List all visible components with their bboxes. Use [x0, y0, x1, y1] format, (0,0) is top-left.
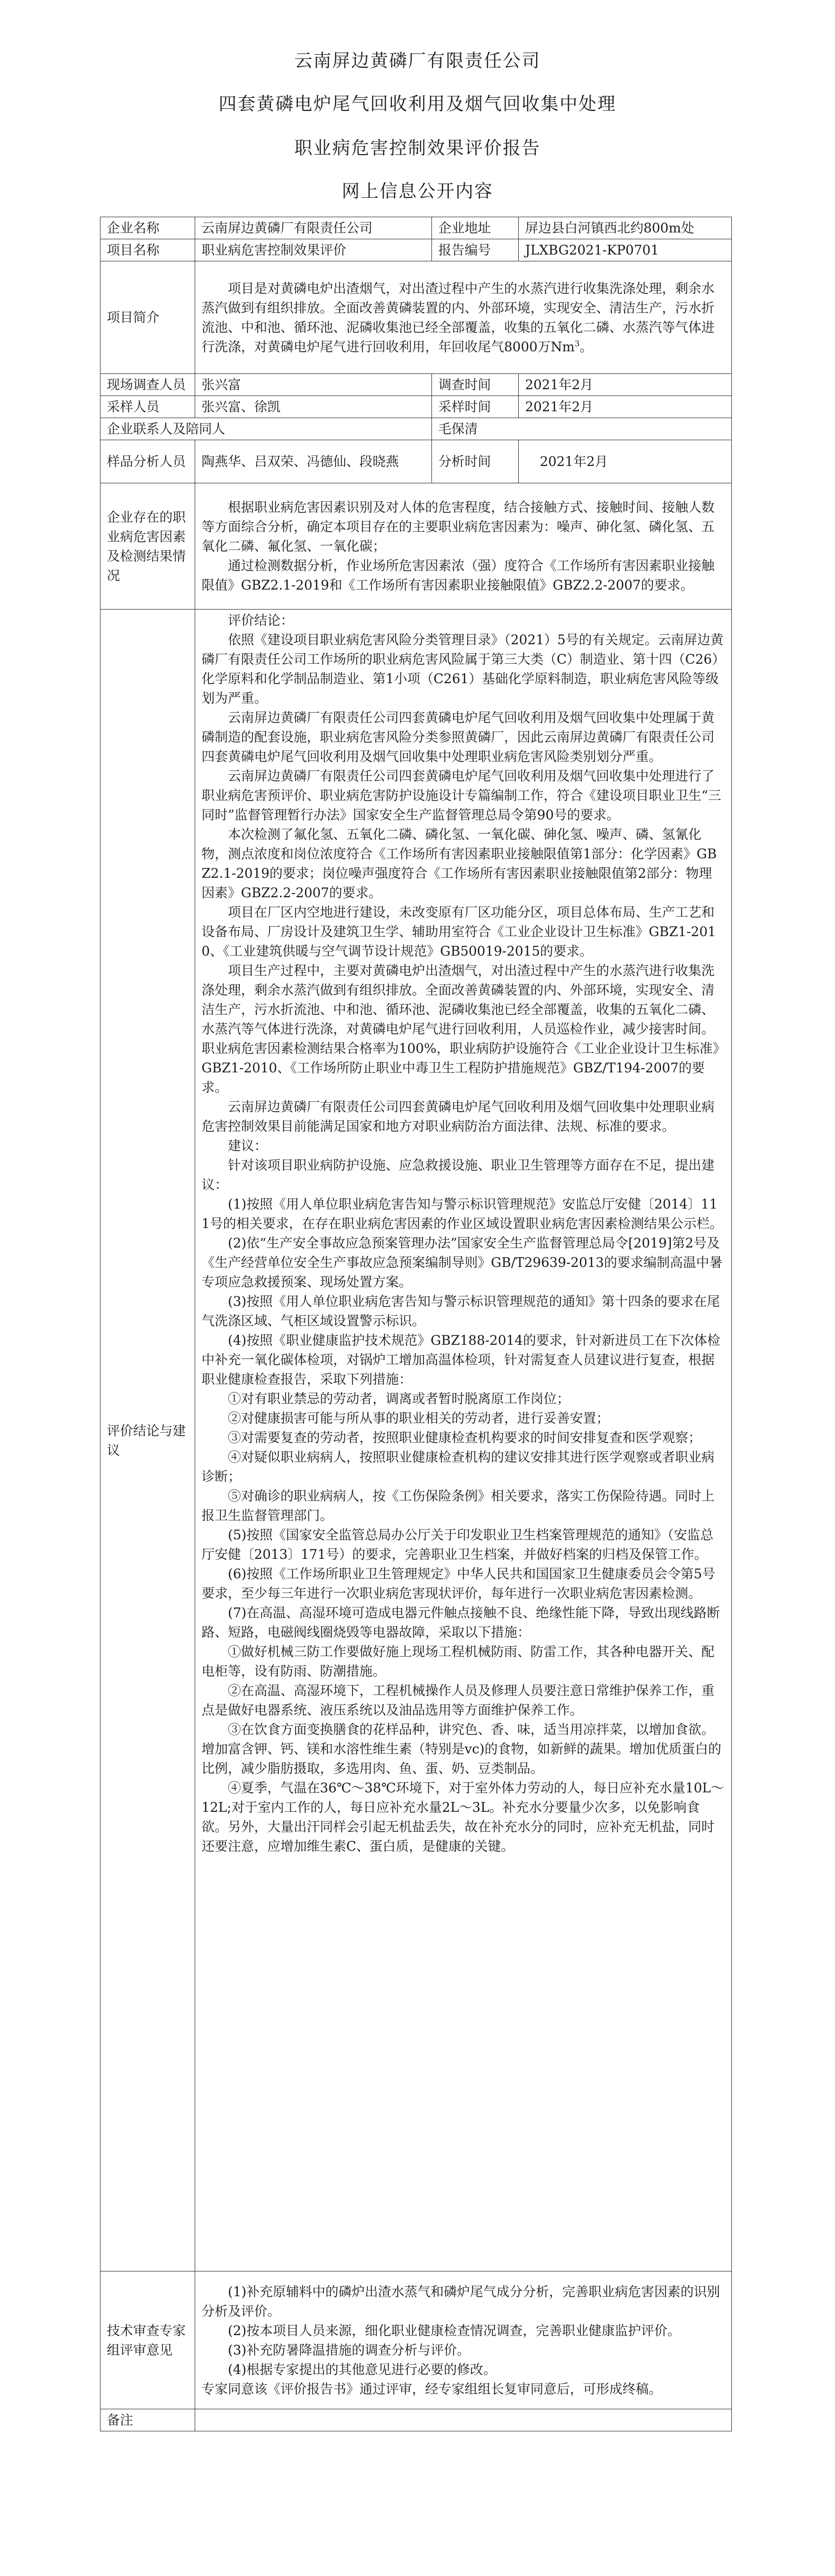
table-row [100, 2409, 732, 2431]
suggest-item: (4)按照《职业健康监护技术规范》GBZ188-2014的要求，针对新进员工在下次体检中补充一氧化碳体检项，对锅炉工增加高温体检项，针对需复查人员建议进行复查，根据职业健康检查报告，采取下列措施： [202, 1333, 720, 1387]
address-label: 企业地址 [432, 217, 519, 239]
review-cell [195, 2271, 732, 2409]
intro-text: 项目是对黄磷电炉出渣烟气，对出渣过程中产生的水蒸汽进行收集洗涤处理，剩余水蒸汽做到有组织排放。全面改善黄磷装置的内、外部环境，实现安全、清洁生产，污水折流池、中和池、循环池、泥磷收集池已经全部覆盖，收集的五氧化二磷、水蒸汽等气体进行洗涤，对黄磷电炉尾气进行回收利用，年回收尾气8000万Nm$^3$。 [202, 280, 715, 354]
suggest-subitem: ④夏季，气温在36℃～38℃环境下，对于室外体力劳动的人，每日应补充水量10L～12L;对于室内工作的人，每日应补充水量2L～3L。补充水分要量少次多，以免影响食欲。另外，大量出汗同样会引起无机盐丢失，故在补充水分的同时，应补充无机盐，同时还要注意，应增加维生素C、蛋白质，是健康的关键。 [202, 1780, 724, 1854]
eval-heading: 评价结论： [228, 613, 294, 628]
review-item: (2)按本项目人员来源，细化职业健康检查情况调查，完善职业健康监护评价。 [228, 2323, 681, 2338]
survey-person-label: 现场调查人员 [100, 374, 195, 396]
eval-paragraph: 本次检测了氟化氢、五氧化二磷、磷化氢、一氧化碳、砷化氢、噪声、磷、氢氰化物，测点浓度和岗位浓度符合《工作场所有害因素职业接触限值第1部分：化学因素》GBZ2.1-2019的要求；岗位噪声强度符合《工作场所有害因素职业接触限值第2部分：物理因素》GBZ2.2-2007的要求。 [202, 827, 717, 900]
eval-paragraph: 云南屏边黄磷厂有限责任公司四套黄磷电炉尾气回收利用及烟气回收集中处理职业病危害控制效果目前能满足国家和地方对职业病防治方面法律、法规、标准的要求。 [202, 1099, 715, 1134]
report-title: 职业病危害控制效果评价报告 [294, 138, 541, 159]
suggest-subitem: ②在高温、高湿环境下，工程机械操作人员及修理人员要注意日常维护保养工作，重点是做好电器系统、液压系统以及油品选用等方面维护保养工作。 [202, 1683, 715, 1718]
sample-time-value: 2021年2月 [519, 396, 732, 418]
report-no-label: 报告编号 [432, 239, 519, 261]
hazard-paragraph: 通过检测数据分析，作业场所危害因素浓（强）度符合《工作场所有害因素职业接触限值》GBZ2.1-2019和《工作场所有害因素职业接触限值》GBZ2.2-2007的要求。 [202, 558, 715, 593]
survey-time-label: 调查时间 [432, 374, 519, 396]
suggest-subitem: ③在饮食方面变换膳食的花样品种，讲究色、香、味，适当用凉拌菜，以增加食欲。增加富含钾、钙、镁和水溶性维生素（特别是vc)的食物，如新鲜的蔬果。增加优质蛋白的比例，减少脂肪摄取，多选用肉、鱼、蛋、奶、豆类制品。 [202, 1722, 721, 1776]
review-conclusion: 专家同意该《评价报告书》通过评审，经专家组组长复审同意后，可形成终稿。 [202, 2381, 662, 2397]
disclosure-title: 网上信息公开内容 [341, 181, 494, 202]
analyst-value: 陶燕华、吕双荣、冯德仙、段晓燕 [195, 440, 432, 483]
table-row [100, 610, 732, 2271]
suggest-subitem: ①对有职业禁忌的劳动者，调离或者暂时脱离原工作岗位； [228, 1391, 570, 1406]
remark-value [195, 2409, 732, 2431]
eval-label: 评价结论与建议 [100, 610, 195, 2271]
eval-paragraph: 项目生产过程中，主要对黄磷电炉出渣烟气，对出渣过程中产生的水蒸汽进行收集洗涤处理，剩余水蒸汽做到有组织排放。全面改善黄磷装置的内、外部环境，实现安全、清洁生产，污水折流池、中和池、循环池、泥磷收集池已经全部覆盖，收集的五氧化二磷、水蒸汽等气体进行洗涤，对黄磷电炉尾气进行回收利用，人员巡检作业，减少接害时间。职业病危害因素检测结果合格率为100%，职业病防护设施符合《工业企业设计卫生标准》GBZ1-2010、《工作场所防止职业中毒卫生工程防护措施规范》GBZ/T194-2007的要求。 [202, 963, 719, 1095]
suggest-item: (3)按照《用人单位职业病危害告知与警示标识管理规范的通知》第十四条的要求在尾气洗涤区域、气柜区域设置警示标识。 [202, 1294, 720, 1328]
suggest-subitem: ⑤对确诊的职业病病人，按《工伤保险条例》相关要求，落实工伤保险待遇。同时上报卫生监督管理部门。 [202, 1488, 715, 1523]
review-item: (3)补充防暑降温措施的调查分析与评价。 [228, 2342, 470, 2358]
suggest-item: (6)按照《工作场所职业卫生管理规定》中华人民共和国国家卫生健康委员会令第5号要求，至少每三年进行一次职业病危害现状评价，每年进行一次职业病危害因素检测。 [202, 1566, 716, 1601]
table-row [100, 440, 732, 483]
sample-time-label: 采样时间 [432, 396, 519, 418]
table-row [100, 396, 732, 418]
table-row [100, 261, 732, 374]
suggest-subitem: ①做好机械三防工作要做好施上现场工程机械防雨、防雷工作，其各种电器开关、配电柜等，设有防雨、防潮措施。 [202, 1644, 715, 1679]
company-label: 企业名称 [100, 217, 195, 239]
suggest-item: (7)在高温、高湿环境可造成电器元件触点接触不良、绝缘性能下降，导致出现线路断路、短路，电磁阀线圈烧毁等电器故障，采取以下措施： [202, 1605, 720, 1640]
table-row [100, 374, 732, 396]
table-row [100, 2271, 732, 2409]
survey-time-value: 2021年2月 [519, 374, 732, 396]
suggest-subitem: ②对健康损害可能与所从事的职业相关的劳动者，进行妥善安置； [228, 1411, 610, 1426]
suggest-subitem: ③对需要复查的劳动者，按照职业健康检查机构要求的时间安排复查和医学观察； [228, 1430, 702, 1445]
suggest-item: (1)按照《用人单位职业病危害告知与警示标识管理规范》安监总厅安健〔2014〕111号的相关要求，在存在职业病危害因素的作业区域设置职业病危害因素检测结果公示栏。 [202, 1196, 723, 1231]
table-row [100, 483, 732, 610]
analysis-time-label: 分析时间 [432, 440, 519, 483]
table-row [100, 418, 732, 440]
contact-value: 毛保清 [432, 418, 732, 440]
hazard-paragraph: 根据职业病危害因素识别及对人体的危害程度，结合接触方式、接触时间、接触人数等方面综合分析，确定本项目存在的主要职业病危害因素为：噪声、砷化氢、磷化氢、五氧化二磷、氟化氢、一氧化碳； [202, 500, 715, 554]
report-no-value: JLXBG2021-KP0701 [519, 239, 732, 261]
sampler-label: 采样人员 [100, 396, 195, 418]
review-item: (1)补充原辅料中的磷炉出渣水蒸气和磷炉尾气成分分析，完善职业病危害因素的识别分析及评价。 [202, 2284, 720, 2319]
company-title: 云南屏边黄磷厂有限责任公司 [294, 50, 541, 72]
eval-paragraph: 云南屏边黄磷厂有限责任公司四套黄磷电炉尾气回收利用及烟气回收集中处理进行了职业病危害预评价、职业病危害防护设施设计专篇编制工作，符合《建设项目职业卫生“三同时”监督管理暂行办法》国家安全生产监督管理总局令第90号的要求。 [202, 768, 721, 823]
intro-label: 项目简介 [100, 261, 195, 374]
project-name-value: 职业病危害控制效果评价 [195, 239, 432, 261]
table-row [100, 239, 732, 261]
report-table [100, 217, 732, 2431]
project-title: 四套黄磷电炉尾气回收利用及烟气回收集中处理 [218, 94, 617, 115]
analyst-label: 样品分析人员 [100, 440, 195, 483]
suggest-paragraph: 针对该项目职业病防护设施、应急救援设施、职业卫生管理等方面存在不足，提出建议： [202, 1158, 715, 1192]
eval-paragraph: 依照《建设项目职业病危害风险分类管理目录》（2021）5号的有关规定。云南屏边黄磷厂有限责任公司工作场所的职业病危害风险属于第三大类（C）制造业、第十四（C26）化学原料和化学制品制造业、第1小项（C261）基础化学原料制造，职业病危害风险等级划为严重。 [202, 632, 724, 706]
company-value: 云南屏边黄磷厂有限责任公司 [195, 217, 432, 239]
suggest-item: (2)依“生产安全事故应急预案管理办法”国家安全生产监督管理总局令[2019]第2号及《生产经营单位安全生产事故应急预案编制导则》GB/T29639-2013的要求编制高温中暑专项应急救援预案、现场处置方案。 [202, 1235, 723, 1290]
table-row [100, 217, 732, 239]
contact-label: 企业联系人及陪同人 [100, 418, 432, 440]
eval-paragraph: 云南屏边黄磷厂有限责任公司四套黄磷电炉尾气回收利用及烟气回收集中处理属于黄磷制造的配套设施，职业病危害风险分类参照黄磷厂，因此云南屏边黄磷厂有限责任公司四套黄磷电炉尾气回收利用及烟气回收集中处理职业病危害风险类别划分严重。 [202, 710, 715, 764]
suggest-subitem: ④对疑似职业病病人，按照职业健康检查机构的建议安排其进行医学观察或者职业病诊断； [202, 1449, 715, 1484]
remark-label: 备注 [100, 2409, 195, 2431]
suggest-heading: 建议： [228, 1138, 268, 1153]
survey-person-value: 张兴富 [195, 374, 432, 396]
analysis-time-value: 2021年2月 [519, 440, 732, 483]
suggest-item: (5)按照《国家安全监管总局办公厅关于印发职业卫生档案管理规范的通知》（安监总厅安健〔2013〕171号）的要求，完善职业卫生档案，并做好档案的归档及保管工作。 [202, 1527, 713, 1562]
review-item: (4)根据专家提出的其他意见进行必要的修改。 [228, 2361, 497, 2377]
review-label: 技术审查专家组评审意见 [100, 2271, 195, 2409]
eval-cell [195, 610, 732, 2271]
eval-paragraph: 项目在厂区内空地进行建设，未改变原有厂区功能分区，项目总体布局、生产工艺和设备布局、厂房设计及建筑卫生学、辅助用室符合《工业企业设计卫生标准》GBZ1-2010、《工业建筑供暖与空气调节设计规范》GB50019-2015的要求。 [202, 905, 716, 959]
hazard-label: 企业存在的职业病危害因素及检测结果情况 [100, 483, 195, 610]
intro-cell [195, 261, 732, 374]
address-value: 屏边县白河镇西北约800m处 [519, 217, 732, 239]
hazard-cell [195, 483, 732, 610]
sampler-value: 张兴富、徐凯 [195, 396, 432, 418]
project-name-label: 项目名称 [100, 239, 195, 261]
